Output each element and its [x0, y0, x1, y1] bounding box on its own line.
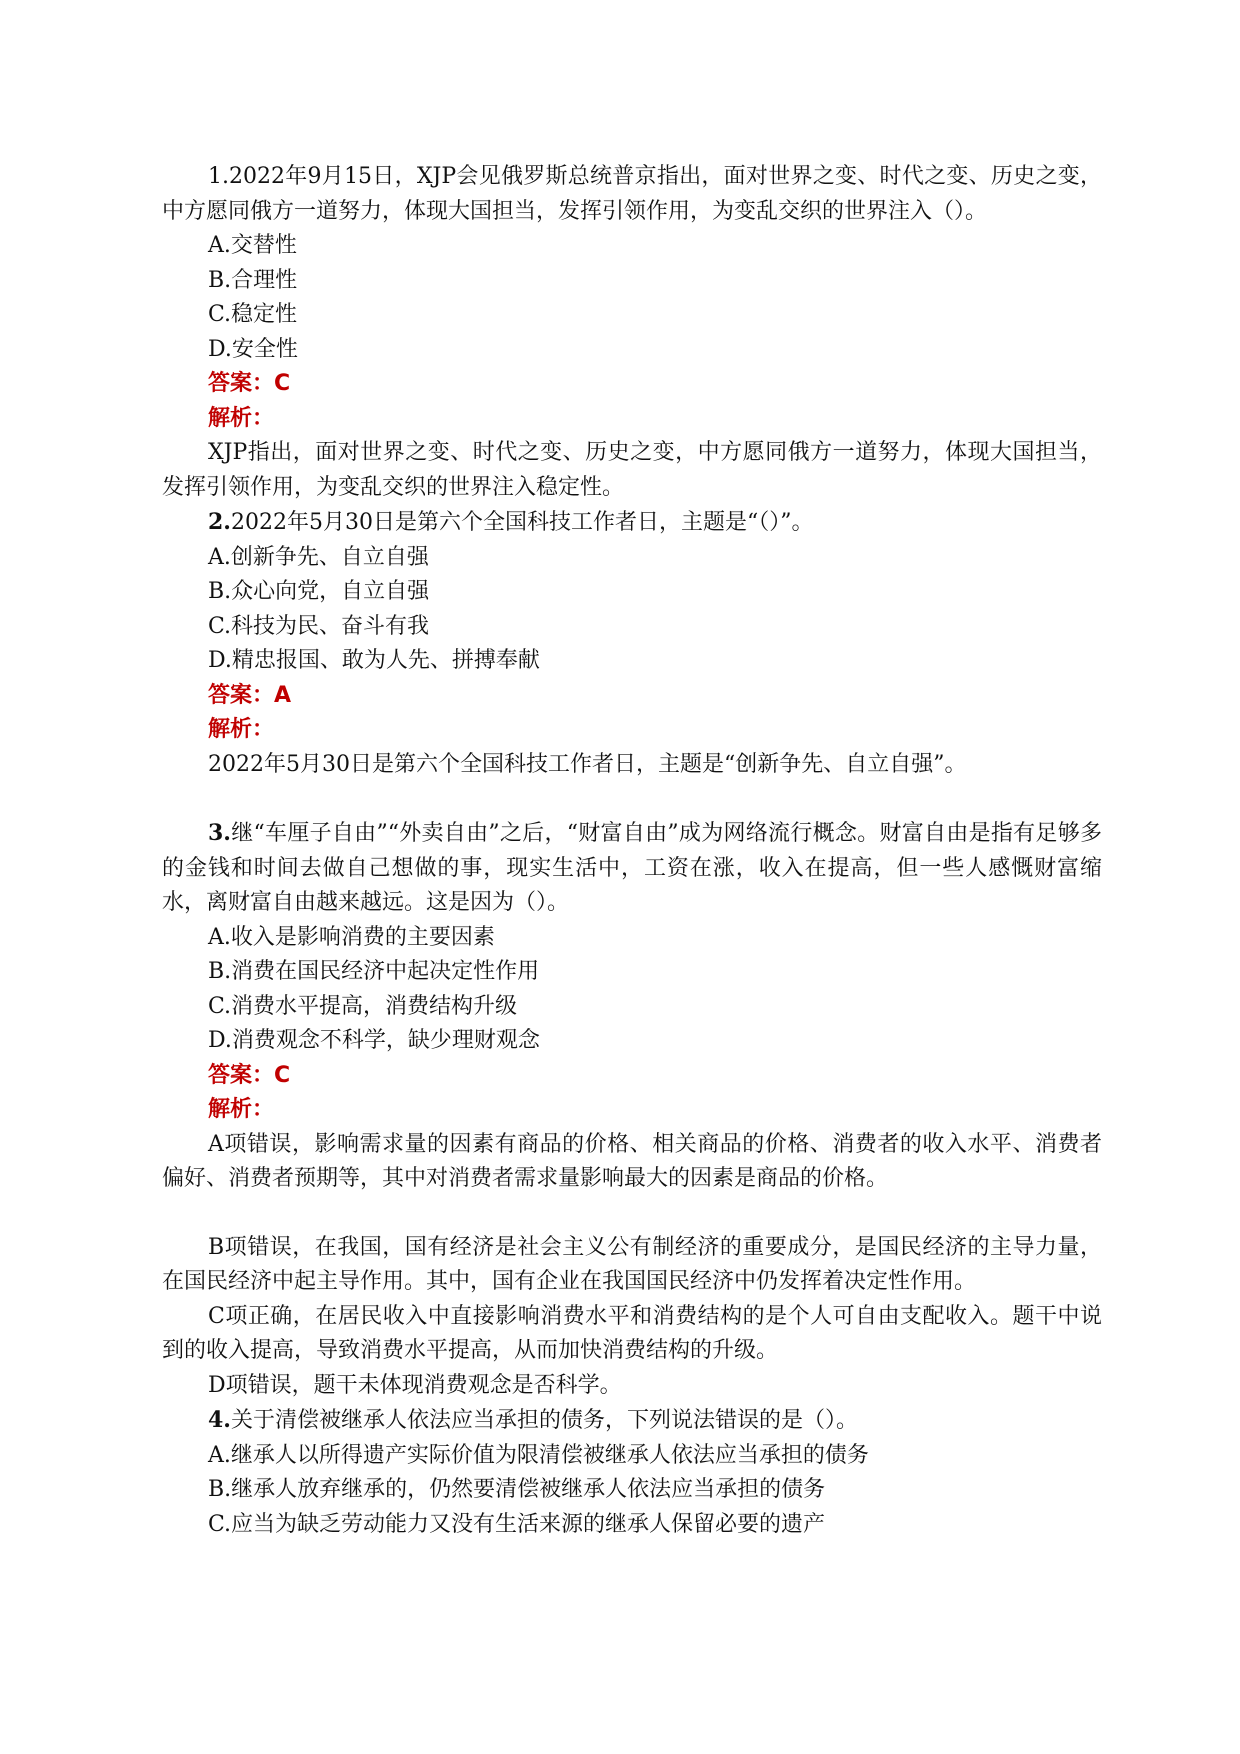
question-3-option-d: D.消费观念不科学，缺少理财观念 — [208, 1028, 540, 1053]
question-1-stem: 1.2022年9月15日，XJP会见俄罗斯总统普京指出，面对世界之变、时代之变、历史之变，中方愿同俄方一道努力，体现大国担当，发挥引领作用，为变乱交织的世界注入（）。 — [162, 164, 1102, 224]
question-2-analysis-label: 解析： — [208, 717, 275, 742]
question-1-analysis-label: 解析： — [208, 405, 275, 431]
question-4-option-a: A.继承人以所得遗产实际价值为限清偿被继承人依法应当承担的债务 — [208, 1442, 869, 1468]
question-3-answer: 答案：C — [208, 1062, 291, 1088]
question-3-analysis-c: C项正确，在居民收入中直接影响消费水平和消费结构的是个人可自由支配收入。题干中说到的收入提高，导致消费水平提高，从而加快消费结构的升级。 — [162, 1303, 1102, 1363]
question-4-option-b: B.继承人放弃继承的，仍然要清偿被继承人依法应当承担的债务 — [208, 1477, 826, 1502]
question-1-number: 1. — [208, 164, 229, 189]
question-2-analysis-text: 2022年5月30日是第六个全国科技工作者日，主题是“创新争先、自立自强”。 — [208, 751, 967, 777]
question-2-option-c: C.科技为民、奋斗有我 — [208, 613, 430, 639]
question-3-option-a: A.收入是影响消费的主要因素 — [208, 924, 495, 950]
question-3-analysis-label: 解析： — [208, 1097, 275, 1122]
question-2-option-d: D.精忠报国、敢为人先、拼搏奉献 — [208, 648, 540, 673]
question-2-number: 2. — [208, 509, 231, 535]
question-3-number: 3. — [208, 820, 231, 846]
question-3-stem: 3.继“车厘子自由”“外卖自由”之后，“财富自由”成为网络流行概念。财富自由是指有足够多的金钱和时间去做自己想做的事，现实生活中，工资在涨，收入在提高，但一些人感慨财富缩水，离财富自由越来越远。这是因为（）。 — [162, 820, 1102, 915]
question-3-analysis-b: B项错误，在我国，国有经济是社会主义公有制经济的重要成分，是国民经济的主导力量，在国民经济中起主导作用。其中，国有企业在我国国民经济中仍发挥着决定性作用。 — [162, 1234, 1102, 1294]
question-2-option-b: B.众心向党，自立自强 — [208, 579, 430, 604]
question-3-analysis-a: A项错误，影响需求量的因素有商品的价格、相关商品的价格、消费者的收入水平、消费者偏好、消费者预期等，其中对消费者需求量影响最大的因素是商品的价格。 — [162, 1131, 1102, 1191]
question-3-analysis-d: D项错误，题干未体现消费观念是否科学。 — [208, 1372, 622, 1398]
question-4-number: 4. — [208, 1407, 231, 1433]
question-3-option-c: C.消费水平提高，消费结构升级 — [208, 993, 518, 1019]
blank-line — [162, 782, 1102, 816]
document-page — [162, 160, 1102, 1542]
question-3-option-b: B.消费在国民经济中起决定性作用 — [208, 959, 540, 984]
question-1-option-d: D.安全性 — [208, 336, 298, 362]
question-4-stem: 4.关于清偿被继承人依法应当承担的债务，下列说法错误的是（）。 — [208, 1407, 858, 1433]
question-1-answer: 答案：C — [208, 371, 291, 396]
question-2-option-a: A.创新争先、自立自强 — [208, 544, 429, 570]
question-2-answer: 答案：A — [208, 682, 292, 708]
question-1-option-b: B.合理性 — [208, 267, 298, 293]
question-4-option-c: C.应当为缺乏劳动能力又没有生活来源的继承人保留必要的遗产 — [208, 1511, 826, 1537]
question-1-option-c: C.稳定性 — [208, 302, 298, 327]
blank-line — [162, 1197, 1102, 1231]
question-1-analysis-text: XJP指出，面对世界之变、时代之变、历史之变，中方愿同俄方一道努力，体现大国担当，发挥引领作用，为变乱交织的世界注入稳定性。 — [162, 440, 1102, 500]
question-1-option-a: A.交替性 — [208, 233, 297, 258]
question-2-stem: 2.2022年5月30日是第六个全国科技工作者日，主题是“（）”。 — [208, 509, 814, 535]
